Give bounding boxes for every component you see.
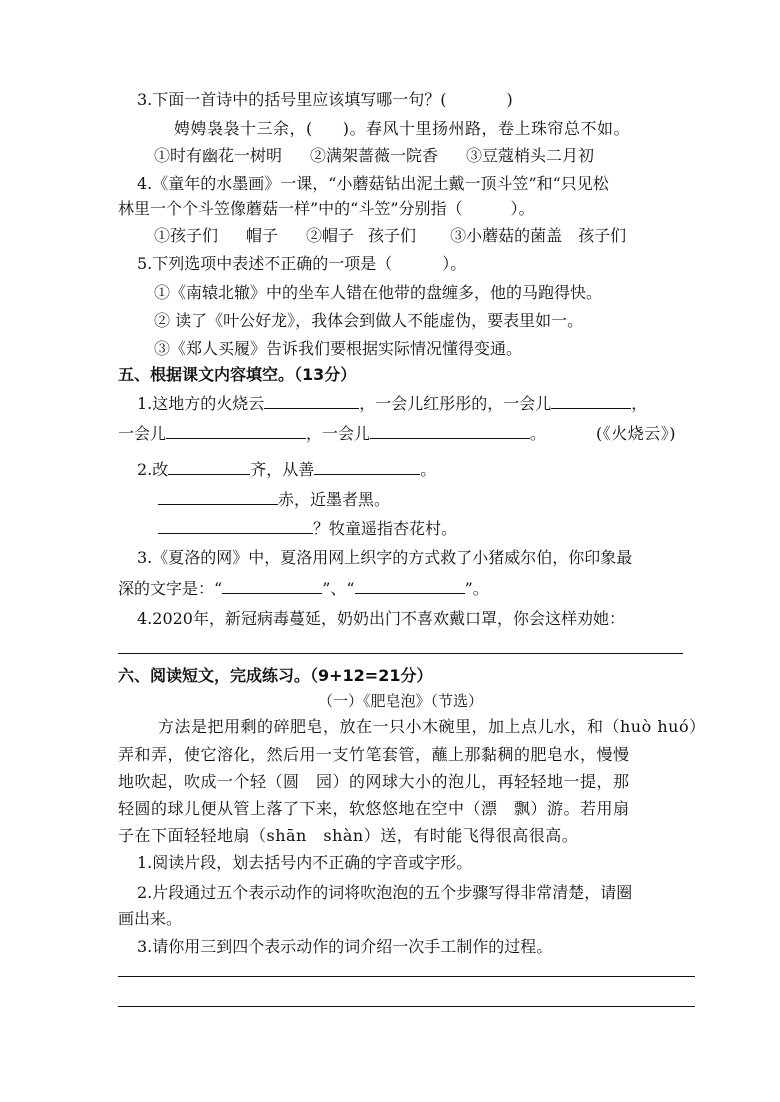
s5-item1-line1 xyxy=(137,392,647,415)
q5-stem xyxy=(137,253,466,275)
s5-item2-a: 2.改 xyxy=(137,460,169,479)
s5-item3-b: 深的文字是：“ xyxy=(118,579,223,598)
q5-option-1: ①《南辕北辙》中的坐车人错在他带的盘缠多，他的马跑得快。 xyxy=(154,283,603,302)
q3-option-3: ③豆蔻梢头二月初 xyxy=(466,146,595,165)
q4-line1: 4.《童年的水墨画》一课，“小蘑菇钻出泥土戴一顶斗笠”和“只见松 xyxy=(137,174,609,193)
s5-item1-b: ，一会儿红彤彤的，一会儿 xyxy=(359,394,552,413)
section6-title: 六、阅读短文，完成练习。（9+12=21分） xyxy=(118,666,433,685)
s6-q2-line2: 画出来。 xyxy=(118,909,183,928)
passage-line-2: 弄和弄，使它溶化，然后用一支竹笔套管，蘸上那黏稠的肥皂水，慢慢 xyxy=(118,745,630,764)
s6-q3: 3.请你用三到四个表示动作的词介绍一次手工制作的过程。 xyxy=(137,937,553,956)
s5-item2-c: 。 xyxy=(420,460,437,479)
q4-option-1b: 帽子 xyxy=(246,226,279,245)
q3-stem-text: 3.下面一首诗中的括号里应该填写哪一句？( xyxy=(137,90,447,109)
answer-blank[interactable] xyxy=(370,422,530,439)
q3-stem-close: ) xyxy=(506,90,513,109)
q4-option-2a: ②帽子 xyxy=(306,226,355,245)
answer-line[interactable] xyxy=(118,1006,695,1007)
q5-option-2: ② 读了《叶公好龙》，我体会到做人不能虚伪，要表里如一。 xyxy=(154,311,584,330)
s5-item3-line1: 3.《夏洛的网》中，夏洛用网上织字的方式救了小猪威尔伯，你印象最 xyxy=(137,548,633,567)
q4-option-3b: 孩子们 xyxy=(578,226,627,245)
s5-item3-c: ”、“ xyxy=(322,579,355,598)
passage-line-4: 轻圆的球儿便从管上落了下来，软悠悠地在空中（漂 飘）游。若用扇 xyxy=(118,799,630,818)
answer-line[interactable] xyxy=(118,653,683,654)
s5-item4: 4.2020年，新冠病毒蔓延，奶奶出门不喜欢戴口罩，你会这样劝她： xyxy=(137,609,625,628)
s5-item1-c: ， xyxy=(631,394,648,413)
answer-blank[interactable] xyxy=(355,577,465,594)
answer-blank[interactable] xyxy=(314,458,420,475)
s6-q2-line1: 2.片段通过五个表示动作的词将吹泡泡的五个步骤写得非常清楚，请圈 xyxy=(137,883,633,902)
q5-stem-a: 5.下列选项中表述不正确的一项是（ xyxy=(137,254,393,273)
s5-item2-e: ？牧童遥指杏花村。 xyxy=(313,519,458,538)
answer-blank[interactable] xyxy=(551,392,631,409)
s5-item2-line3 xyxy=(158,517,457,540)
s5-item1-line2 xyxy=(118,422,676,445)
q3-stem xyxy=(137,89,513,111)
section6-subtitle: （一）《肥皂泡》（节选） xyxy=(318,692,484,710)
q4-option-3a: ③小蘑菇的菌盖 xyxy=(450,226,563,245)
s5-item3-line2 xyxy=(118,577,489,600)
s5-item1-a: 1.这地方的火烧云 xyxy=(137,394,265,413)
q4-options xyxy=(154,225,626,247)
q4-line2a: 林里一个个斗笠像蘑菇一样”中的“斗笠”分别指（ xyxy=(118,199,463,218)
passage-line-3: 地吹起，吹成一个轻（圆 园）的网球大小的泡儿，再轻轻地一提，那 xyxy=(118,772,630,791)
s5-item2-d: 赤，近墨者黑。 xyxy=(278,490,391,509)
q5-stem-b: ）。 xyxy=(442,254,467,273)
s5-item1-d: 一会儿 xyxy=(118,424,167,443)
section5-title: 五、根据课文内容填空。（13分） xyxy=(118,365,357,384)
q3-poem-a: 娉娉袅袅十三余，( xyxy=(174,119,313,138)
q5-option-3: ③《郑人买履》告诉我们要根据实际情况懂得变通。 xyxy=(154,339,523,358)
answer-blank[interactable] xyxy=(222,577,322,594)
passage-line-5: 子在下面轻轻地扇（shān shàn）送，有时能飞得很高很高。 xyxy=(118,826,579,845)
q3-poem xyxy=(174,118,630,140)
s5-item2-line1 xyxy=(137,458,436,481)
answer-line[interactable] xyxy=(118,976,695,977)
answer-blank[interactable] xyxy=(158,488,278,505)
answer-blank[interactable] xyxy=(264,392,359,409)
q4-option-1a: ①孩子们 xyxy=(154,226,219,245)
answer-blank[interactable] xyxy=(166,422,306,439)
passage-line-1: 方法是把用剩的碎肥皂，放在一只小木碗里，加上点儿水，和（huò huó） xyxy=(158,717,706,736)
q4-line2b: ）。 xyxy=(510,199,535,218)
s5-item3-d: ”。 xyxy=(464,579,489,598)
answer-blank[interactable] xyxy=(168,458,250,475)
s6-q1: 1.阅读片段，划去括号内不正确的字音或字形。 xyxy=(137,853,473,872)
s5-item1-f: 。 xyxy=(530,424,547,443)
q3-poem-b: )。春风十里扬州路，卷上珠帘总不如。 xyxy=(342,119,630,138)
s5-item1-e: ，一会儿 xyxy=(306,424,371,443)
q3-option-2: ②满架蔷薇一院香 xyxy=(310,146,439,165)
q4-option-2b: 孩子们 xyxy=(368,226,417,245)
q3-option-1: ①时有幽花一树明 xyxy=(154,146,283,165)
q3-options xyxy=(154,145,594,167)
s5-item2-b: 齐，从善 xyxy=(250,460,315,479)
answer-blank[interactable] xyxy=(158,517,313,534)
s5-item1-source: (《火烧云》) xyxy=(596,424,677,443)
s5-item2-line2 xyxy=(158,488,390,511)
q4-line2 xyxy=(118,198,535,220)
